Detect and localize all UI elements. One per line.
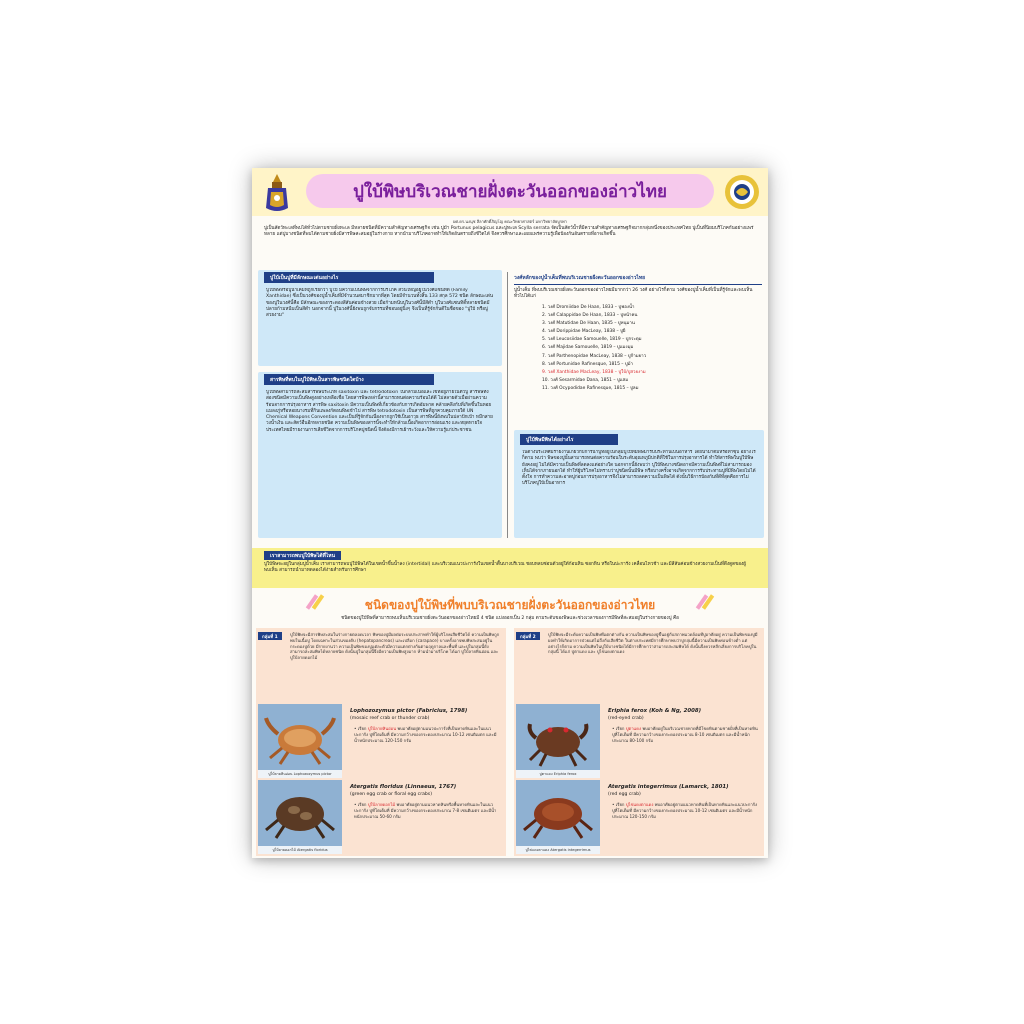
group-2-box bbox=[514, 628, 764, 856]
feature-box-text: ปูใบ้พิษหรือปูน้ำเค็มที่ถูกเรียกว่า ปูใบ้ มีความเป็นพิษจากการบริโภค ส่วนใหญ่อยู่ในวงศ์แซนทิดี้ (Family Xanthidae) ซึ่งเป็นวงศ์ของปูน้ำเค็มที่มีจำนวนสมาชิกมากที่สุด โดยมีจำนวนทั้งสิ้น 133 สกุล 572 ชนิด ลักษณะเด่นของปูในวงศ์นี้คือ มีลักษณะของกระดองสีสันค่อนข้างสวย เมื่อก้ามหนีบปูในวงศ์นี้มีสีดำ ปูในวงศ์แซนทิดี้หลายชนิดมีปลายก้ามหนีบเป็นสีดำ นอกจากนี้ ปูในวงศ์นี้ยังพบถูกจับกรรมที่ชอบอยู่นิ่งๆ จึงเป็นที่รู้จักกันดีในชื่อของ "ปูใบ้ หรือปูสวยงาม" bbox=[266, 288, 494, 319]
poster-title: ปูใบ้พิษบริเวณชายฝั่งตะวันออกของอ่าวไทย bbox=[306, 174, 714, 208]
families-heading: วงศ์หลักของปูน้ำเค็มที่พบบริเวณชายฝั่งตะวันออกของอ่าวไทย bbox=[514, 274, 762, 285]
intro-paragraph: ปูเป็นสัตว์ทะเลที่พบได้ทั่วไปตามชายฝั่งทะเล มีหลายชนิดที่มีความสำคัญทางเศรษฐกิจ เช่น ปูม้า Portunus pelagicus และปูทะเล Scylla serrata จัดเป็นสัตว์น้ำที่มีความสำคัญทางเศรษฐกิจมากกลุ่มหนึ่งของประเทศไทย ปูเป็นที่นิยมบริโภคกันอย่างแพร่หลาย แต่ปูบางชนิดที่พบได้ตามชายฝั่งมีสารพิษสะสมอยู่ในร่างกาย หากนำมาบริโภคอาจทำให้เกิดอันตรายถึงชีวิตได้ จึงควรศึกษาและเผยแพร่ความรู้เพื่อป้องกันอันตรายที่อาจเกิดขึ้น bbox=[264, 226, 754, 238]
poster-authors: ผศ.ดร.นงนุช ลีลาศักดิ์ภิญโญ คณะวิทยาศาสตร์ มหาวิทยาลัยบูรพา bbox=[453, 219, 567, 224]
species-common-name: (mosaic reef crab or thunder crab) bbox=[350, 716, 430, 721]
families-intro: ปูน้ำเค็ม ที่พบบริเวณชายฝั่งตะวันออกของอ่าวไทยมีมากกว่า 26 วงศ์ อย่างไรก็ตาม วงศ์ของปูน้ำเค็มที่เป็นที่รู้จักและพบเห็นทั่วไปได้แก่ bbox=[514, 288, 753, 300]
poison-box-heading: ปูใบ้พิษมีพิษได้อย่างไร bbox=[520, 434, 618, 445]
faculty-emblem-logo bbox=[724, 174, 760, 210]
photo-caption: ปูใบ้ลายดอกไม้ Atergatis floridus bbox=[258, 846, 342, 854]
poison-box-text: ในต่างประเทศมีรายงานเกี่ยวกับการนำปูที่อยู่ในกลุ่มปูใบ้ที่มีพิษมารับประทานเป็นอาหาร โดยนำมาต้มหรือทำซุป อย่างไรก็ตาม พบว่า พิษของปูนั้นสามารถทนต่อความร้อนในระดับอุณหภูมิปกติที่ใช้ในการปรุงอาหารได้ ทำให้สารพิษในปูใบ้พิษยังคงอยู่ ไม่ได้มีความเป็นพิษที่ลดลงแต่อย่างใด นอกจากนี้ยังพบว่า ปูใบ้พิษบางชนิดอาจมีความเป็นพิษที่ไม่สามารถมองเห็นได้จากภายนอกได้ ทำให้ผู้บริโภคไม่ทราบว่าปูชนิดนั้นมีพิษ หรือบางครั้งอาจเกิดจากการรับประทานปูที่มีพิษโดยไม่ได้ตั้งใจ การทำความสะอาดปูก่อนการปรุงอาหารจึงไม่สามารถลดความเป็นพิษได้ ดังนั้นวิธีการป้องกันที่ดีที่สุดคือการไม่บริโภคปูใบ้เป็นอาหาร bbox=[522, 450, 756, 487]
toxin-box-heading: สารพิษที่พบในปูใบ้พิษเป็นสารพิษชนิดใดบ้าง bbox=[264, 374, 434, 385]
crab-photo bbox=[258, 704, 342, 778]
habitat-heading: เราสามารถพบปูใบ้พิษได้ที่ไหน bbox=[264, 551, 341, 560]
family-item: 8. วงศ์ Portunidae Rafinesque, 1815 – ปูม้า bbox=[542, 361, 634, 367]
crab-photo bbox=[516, 704, 600, 778]
species-description: • เรียก ปูตาแดง พบอาศัยอยู่ในบริเวณชายหาดที่มีโขดหินตามชายฝั่งที่เป็นหาดหิน ปูที่โตเต็มที่ มีความกว้างของกระดองประมาณ 8-10 เซนติเมตร และมีน้ำหนักประมาณ 80-100 กรัม bbox=[612, 726, 758, 744]
species-name: Atergatis integerrimus (Lamarck, 1801) bbox=[608, 784, 729, 790]
species-common-name: (green egg crab or floral egg crabs) bbox=[350, 792, 432, 797]
family-item: 1. วงศ์ Dromiidae De Haan, 1833 – ปูฟองน้ำ bbox=[542, 305, 635, 310]
family-item: 5. วงศ์ Leucosiidae Samouelle, 1819 – ปูกระดุม bbox=[542, 337, 642, 343]
university-seal-logo bbox=[260, 172, 294, 214]
species-common-name: (red-eyed crab) bbox=[608, 716, 644, 721]
crab-photo bbox=[258, 780, 342, 854]
species-name: Atergatis floridus (Linnaeus, 1767) bbox=[350, 784, 457, 790]
toxin-box bbox=[258, 372, 502, 538]
photo-caption: ปูไข่แดงตาแดง Atergatis integerrimus bbox=[516, 846, 600, 854]
crab-photo-icon bbox=[516, 780, 600, 854]
feature-box-heading: ปูใบ้เป็นปูที่มีลักษณะเด่นอย่างไร bbox=[264, 272, 434, 283]
species-common-name: (red egg crab) bbox=[608, 792, 641, 797]
toxin-box-text: ปูใบ้พิษสามารถสะสมสารพิษประเภท saxitoxin และ tetrodotoxin ในกล้ามเนื้อและไข่ที่อยู่ภายในตัวปู สารพิษทั้งสองชนิดมีความเป็นพิษสูงอย่างเหลือเชื่อ โดยสารพิษเหล่านี้สามารถทนต่อความร้อนได้ดี ไม่สลายตัวเมื่อผ่านความร้อนจากการปรุงอาหาร สารพิษ saxitoxin มีความเป็นพิษที่เกี่ยวข้องกับการเกิดอัมพาต คล้ายคลึงกับที่เกิดขึ้นในหอยแมลงภู่หรือหอยนางรมที่กินแพลงก์ตอนพิษเข้าไป สารพิษ tetrodotoxin เป็นสารพิษที่ถูกควบคุมภายใต้ UN Chemical Weapons Convention และเป็นที่รู้จักกันเนื่องจากถูกใช้เป็นอาวุธ สารพิษนี้ยังพบในปลาปักเป้า หมึกสายวงน้ำเงิน และสัตว์อื่นอีกหลายชนิด ความเป็นพิษของสารนี้จะทำให้กล้ามเนื้อเกิดอาการอ่อนแรง และหยุดหายใจ ประเทศไทยมีรายงานการเสียชีวิตจากการบริโภคปูชนิดนี้ จึงต้องมีการเฝ้าระวังและให้ความรู้แก่ประชาชน bbox=[266, 390, 493, 433]
species-description: • เรียก ปูใบ้ลายดอกไม้ พบอาศัยอยู่ตามแนวหาดหินหรือพื้นหาดหินและในแนวปะการัง ปูที่โตเต็มที่ มีความกว้างของกระดองประมาณ 7-8 เซนติเมตร และมีน้ำหนักประมาณ 50-60 กรัม bbox=[354, 802, 497, 820]
group-1-box bbox=[256, 628, 506, 856]
photo-caption: ปูตาแดง Eriphia ferox bbox=[516, 770, 600, 778]
group-1-label: กลุ่มที่ 1 bbox=[258, 632, 282, 640]
crab-photo-icon bbox=[258, 704, 342, 778]
crab-photo bbox=[516, 780, 600, 854]
feature-box bbox=[258, 270, 502, 366]
species-name: Eriphia ferox (Koh & Ng, 2008) bbox=[608, 708, 702, 714]
species-title: ชนิดของปูใบ้พิษที่พบบริเวณชายฝั่งตะวันออกของอ่าวไทย bbox=[364, 598, 656, 612]
families-list bbox=[542, 304, 762, 393]
species-name: Lophozozymus pictor (Fabricius, 1798) bbox=[350, 708, 468, 714]
crab-photo-icon bbox=[258, 780, 342, 854]
group-2-label: กลุ่มที่ 2 bbox=[516, 632, 540, 640]
species-description: • เรียก ปูใบ้ลายหินอ่อน พบอาศัยอยู่ตามแนวปะการังที่เป็นหาดหินและในแนวปะการัง ปูที่โตเต็มที่ มีความกว้างของกระดองประมาณ 10-12 เซนติเมตร และมีน้ำหนักประมาณ 120-150 กรัม bbox=[354, 726, 497, 744]
species-subtitle: ชนิดของปูใบ้พิษที่สามารถพบเห็นบริเวณชายฝั่งตะวันออกของอ่าวไทยมี 4 ชนิด แบ่งออกเป็น 2 กลุ่ม ตามระดับของพิษและช่วงเวลาของการมีพิษที่สะสมอยู่ในร่างกายของปู คือ bbox=[341, 616, 679, 621]
family-item: 3. วงศ์ Matutidae De Haan, 1835 – ปูหนุมาน bbox=[542, 321, 635, 327]
poster bbox=[252, 168, 768, 858]
family-item: 4. วงศ์ Dorippidae MacLeay, 1838 – ปูผี bbox=[542, 329, 626, 335]
family-item: 7. วงศ์ Parthenopidae MacLeay, 1838 – ปูก้ามยาว bbox=[542, 353, 647, 359]
habitat-text: ปูใบ้พิษจะอยู่ในกลุ่มปูน้ำเค็ม เราสามารถพบปูใบ้พิษได้ในเขตน้ำขึ้นน้ำลง (intertidal) และบริเวณแนวปะการังในเขตน้ำตื้นบางบริเวณ ชอบหลบซ่อนตัวอยู่ใต้ก้อนหิน ซอกหิน หรือในปะการัง เคลื่อนไหวช้า และมีสีสันค่อนข้างสวยงามเป็นที่ดึงดูดของผู้พบเห็น สามารถนำมาทดลองได้ง่ายสำหรับการศึกษา bbox=[264, 562, 746, 574]
family-item: 2. วงศ์ Calappidae De Haan, 1833 – ปูหน้าคน bbox=[542, 313, 638, 319]
family-item-highlighted: 9. วงศ์ Xanthidae MacLeay, 1838 – ปูใบ้/ปูสวยงาม bbox=[542, 369, 646, 375]
photo-caption: ปูใบ้ลายหินอ่อน Lophozozymus pictor bbox=[258, 770, 342, 778]
family-item: 11. วงศ์ Ocypodidae Rafinesque, 1815 – ปูลม bbox=[542, 385, 639, 391]
family-item: 10. วงศ์ Sesarmidae Dana, 1851 – ปูแสม bbox=[542, 377, 629, 383]
poison-box bbox=[514, 430, 764, 538]
group-2-text: ปูใบ้พิษจะมีระดับความเป็นพิษที่แตกต่างกัน ความเป็นพิษของปูขึ้นอยู่กับสภาพแวดล้อมที่ปูอาศัยอยู่ ความเป็นพิษของปูมีผลทำให้เกิดอาการป่วยแต่ไม่ถึงกับเสียชีวิต ในต่างประเทศมีการศึกษาพบว่าปูกลุ่มนี้มีความเป็นพิษค่อนข้างต่ำ แต่อย่างไรก็ตาม ความเป็นพิษในปูใบ้บางชนิดได้มีการศึกษาว่าสามารถสะสมพิษได้ ดังนั้นจึงควรหลีกเลี่ยงการบริโภคปูในกลุ่มนี้ ได้แก่ ปูตาแดง และ ปูไข่แดงตาแดง bbox=[548, 632, 758, 655]
crab-photo-icon bbox=[516, 704, 600, 778]
family-item: 6. วงศ์ Majidae Samouelle, 1819 – ปูแมงมุม bbox=[542, 345, 634, 351]
poster-header bbox=[252, 168, 768, 216]
group-1-text: ปูใบ้พิษจะมีสารพิษสะสมในร่างกายตลอดเวลา พิษของปูมีผลต่อระบบประสาททำให้ผู้บริโภคเสียชีวิตได้ ความเป็นพิษถูกพบในเนื้อปู โดยเฉพาะในส่วนของตับ (hepatopancreas) และเปลือก (carapace) บางครั้งอาจพบพิษสะสมอยู่ในกระดองปูด้วย มีรายงานว่า ความเป็นพิษของปูแต่ละตัวมีความแตกต่างกันตามฤดูกาลและพื้นที่ และปูในกลุ่มนี้ยังสามารถสะสมพิษได้หลายชนิด ดังนั้นปูในกลุ่มนี้จึงมีความเป็นพิษสูงมาก ห้ามนำมาบริโภค ได้แก่ ปูใบ้ลายหินอ่อน และ ปูใบ้ลายดอกไม้ bbox=[290, 632, 500, 661]
species-description: • เรียก ปูไข่แดงตาแดง พบอาศัยอยู่ตามแนวหาดหินที่เป็นหาดหินและแนวปะการัง ปูที่โตเต็มที่ มีความกว้างของกระดองประมาณ 10-12 เซนติเมตร และมีน้ำหนักประมาณ 120-150 กรัม bbox=[612, 802, 758, 820]
column-divider bbox=[507, 272, 508, 538]
